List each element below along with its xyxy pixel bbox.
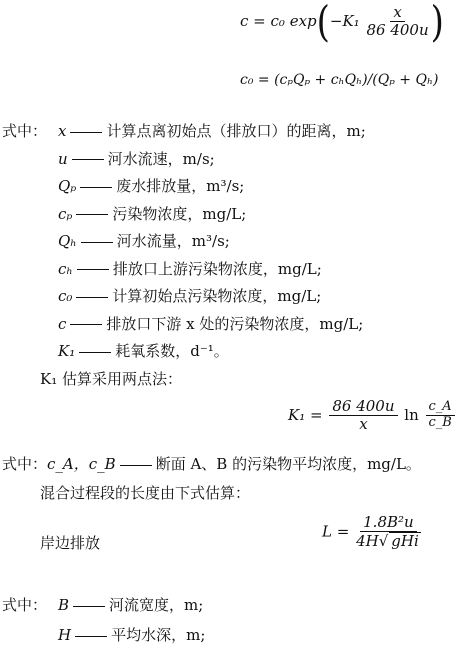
eq3-ratio-denominator: c_B: [428, 415, 452, 431]
where2-description: 断面 A、B 的污染物平均浓度，mg/L。: [155, 455, 421, 473]
eq4-denominator: 4H√ gHi: [356, 532, 419, 551]
definition-row: [58, 175, 244, 196]
variable-symbol: H: [58, 626, 72, 644]
variable-symbol: c₀: [58, 287, 73, 305]
eq4-fraction: [356, 514, 421, 551]
equation-initial-concentration: c₀ = (cₚQₚ + cₕQₕ)/(Qₚ + Qₕ): [240, 72, 439, 88]
where2-symbol: c_A，c_B: [47, 455, 116, 473]
eq1-denominator: 86 400u: [366, 21, 429, 40]
variable-description: 平均水深，m;: [111, 626, 206, 644]
where-label-2: 式中：: [2, 455, 48, 473]
variable-description: 废水排放量，m³/s;: [116, 177, 245, 195]
definition-row: [58, 285, 321, 306]
em-dash: [81, 242, 113, 243]
definition-row: [58, 594, 203, 615]
variable-symbol: u: [58, 149, 68, 168]
eq1-inner: −K₁: [329, 11, 360, 30]
eq1-lhs: c = c₀ exp: [240, 11, 317, 30]
definition-row: [58, 624, 205, 645]
eq3-numerator: 86 400u: [329, 398, 397, 416]
variable-symbol: Qₕ: [58, 232, 77, 250]
variable-description: 污染物浓度，mg/L;: [112, 204, 247, 223]
left-paren: (: [316, 0, 330, 47]
variable-description: 排放口上游污染物浓度，mg/L;: [112, 259, 322, 278]
variable-symbol: x: [58, 122, 67, 140]
definition-row: [58, 230, 230, 251]
shore-discharge-label: 岸边排放: [40, 534, 101, 552]
definition-row: [58, 340, 229, 361]
em-dash: [72, 159, 104, 160]
em-dash: [70, 132, 102, 133]
variable-symbol: K₁: [58, 342, 76, 360]
definition-row: [58, 120, 366, 141]
eq3-fraction: [329, 398, 397, 434]
em-dash: [79, 352, 111, 353]
variable-symbol: c: [58, 314, 67, 333]
em-dash: [80, 187, 112, 188]
eq1-numerator: x: [390, 4, 404, 22]
em-dash: [70, 324, 102, 325]
eq3-lhs: K₁ =: [288, 405, 323, 424]
variable-description: 河水流速，m/s;: [107, 149, 215, 168]
eq4-numerator: 1.8B²u: [360, 514, 417, 532]
eq4-den-a: 4H: [356, 532, 379, 551]
definition-row: [58, 203, 246, 224]
variable-description: 计算点离初始点（排放口）的距离，m;: [106, 122, 366, 140]
variable-symbol: cₚ: [58, 204, 73, 223]
equation-concentration: [240, 0, 444, 47]
right-paren: ): [430, 0, 444, 47]
em-dash: [77, 269, 109, 270]
em-dash: [76, 214, 108, 215]
where-label-3: 式中：: [2, 596, 48, 614]
variable-description: 河流宽度，m;: [109, 596, 204, 614]
mixing-intro-text: 混合过程段的长度由下式估算：: [40, 484, 251, 502]
variable-symbol: Qₚ: [58, 177, 77, 195]
variable-symbol: B: [58, 596, 70, 614]
definition-row: [58, 258, 322, 279]
equation-mixing-length: [322, 514, 423, 551]
where-label-1: 式中：: [2, 122, 48, 140]
where-block-2: [2, 453, 421, 474]
eq1-fraction: [366, 4, 428, 40]
k1-intro-text: K₁ 估算采用两点法：: [40, 370, 182, 388]
eq3-ratio-numerator: c_A: [426, 400, 455, 416]
eq4-lhs: L =: [322, 522, 350, 541]
eq3-denominator: x: [359, 415, 368, 434]
variable-description: 耗氧系数，d⁻¹。: [115, 342, 229, 360]
eq3-ln: ln: [404, 405, 419, 424]
em-dash: [73, 606, 105, 607]
variable-description: 排放口下游 x 处的污染物浓度，mg/L;: [106, 314, 364, 333]
variable-description: 计算初始点污染物浓度，mg/L;: [112, 287, 322, 305]
em-dash: [75, 636, 107, 637]
eq4-den-sqrt: gHi: [391, 532, 419, 551]
variable-description: 河水流量，m³/s;: [116, 232, 230, 250]
definition-row: [58, 148, 215, 169]
variable-symbol: cₕ: [58, 259, 73, 278]
definition-row: [58, 313, 363, 334]
eq3-ratio: [426, 400, 455, 431]
em-dash: [120, 465, 152, 466]
em-dash: [76, 297, 108, 298]
equation-k1: [288, 398, 457, 434]
